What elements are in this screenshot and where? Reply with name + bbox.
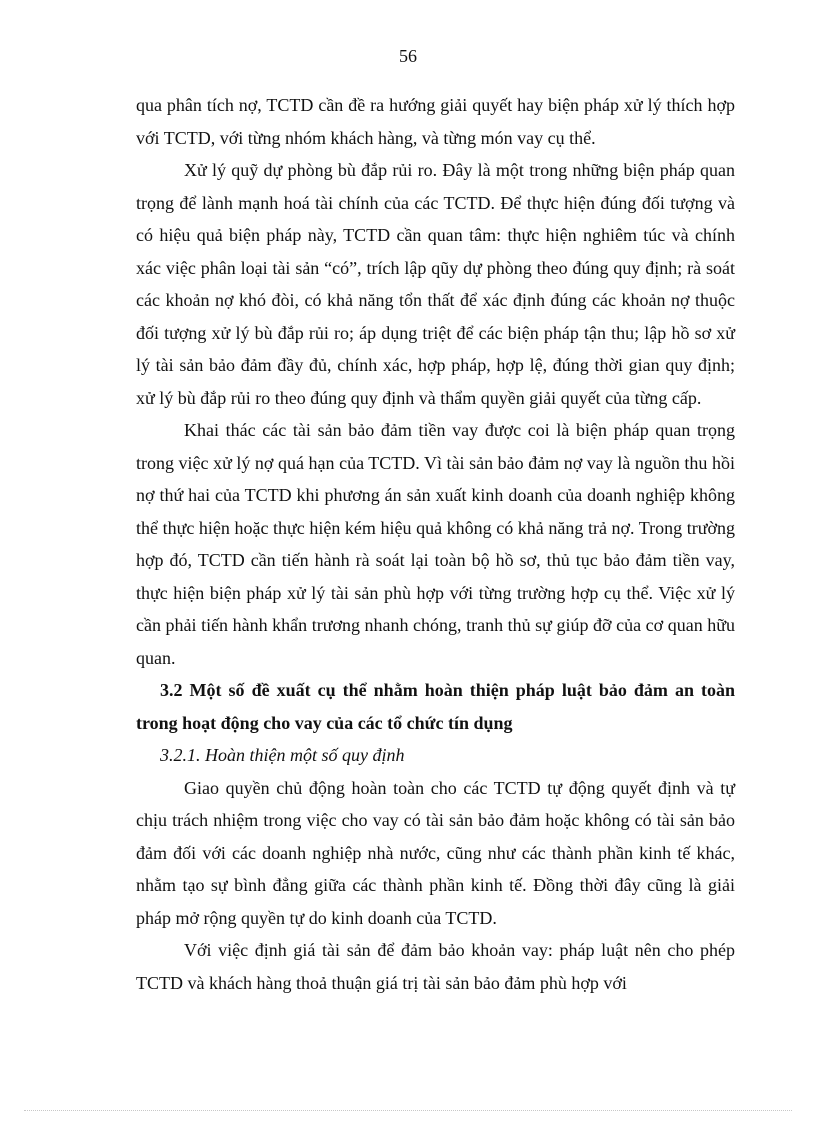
page-bottom-divider xyxy=(24,1110,792,1111)
section-heading: 3.2 Một số đề xuất cụ thể nhằm hoàn thiện pháp luật bảo đảm an toàn trong hoạt động cho vay của các tổ chức tín dụng xyxy=(136,680,735,733)
paragraph-autonomy: Giao quyền chủ động hoàn toàn cho các TCTD tự động quyết định và tự chịu trách nhiệm trong việc cho vay có tài sản bảo đảm hoặc không có tài sản bảo đảm đối với các doanh nghiệp nhà nước, cũng như các thành phần kinh tế khác, nhằm tạo sự bình đẳng giữa các thành phần kinh tế. Đồng thời đây cũng là giải pháp mở rộng quyền tự do kinh doanh của TCTD. xyxy=(136,777,735,928)
subsection-heading: 3.2.1. Hoàn thiện một số quy định xyxy=(160,745,405,765)
paragraph-risk-reserve: Xử lý quỹ dự phòng bù đắp rủi ro. Đây là một trong những biện pháp quan trọng để lành mạnh hoá tài chính của các TCTD. Để thực hiện đúng đối tượng và có hiệu quả biện pháp này, TCTD cần quan tâm: thực hiện nghiêm túc và chính xác việc phân loại tài sản “có”, trích lập qũy dự phòng theo đúng quy định; rà soát các khoản nợ khó đòi, có khả năng tổn thất để xác định đúng các khoản nợ thuộc đối tượng xử lý bù đắp rủi ro; áp dụng triệt để các biện pháp tận thu; lập hồ sơ xử lý tài sản bảo đảm đầy đủ, chính xác, hợp pháp, hợp lệ, đúng thời gian quy định; xử lý bù đắp rủi ro theo đúng quy định và thẩm quyền giải quyết của từng cấp. xyxy=(136,160,735,408)
page-number: 56 xyxy=(399,46,417,66)
paragraph-debt-handling: qua phân tích nợ, TCTD cần đề ra hướng giải quyết hay biện pháp xử lý thích hợp với TCTD, với từng nhóm khách hàng, và từng món vay cụ thể. xyxy=(136,95,735,148)
paragraph-collateral: Khai thác các tài sản bảo đảm tiền vay được coi là biện pháp quan trọng trong việc xử lý nợ quá hạn của TCTD. Vì tài sản bảo đảm nợ vay là nguồn thu hồi nợ thứ hai của TCTD khi phương án sản xuất kinh doanh của doanh nghiệp không thể thực hiện hoặc thực hiện kém hiệu quả không có khả năng trả nợ. Trong trường hợp đó, TCTD cần tiến hành rà soát lại toàn bộ hồ sơ, thủ tục bảo đảm tiền vay, thực hiện biện pháp xử lý tài sản phù hợp với từng trường hợp cụ thể. Việc xử lý cần phải tiến hành khẩn trương nhanh chóng, tranh thủ sự giúp đỡ của cơ quan hữu quan. xyxy=(136,420,735,668)
document-body xyxy=(136,89,735,999)
paragraph-valuation: Với việc định giá tài sản để đảm bảo khoản vay: pháp luật nên cho phép TCTD và khách hàng thoả thuận giá trị tài sản bảo đảm phù hợp với xyxy=(136,940,735,993)
